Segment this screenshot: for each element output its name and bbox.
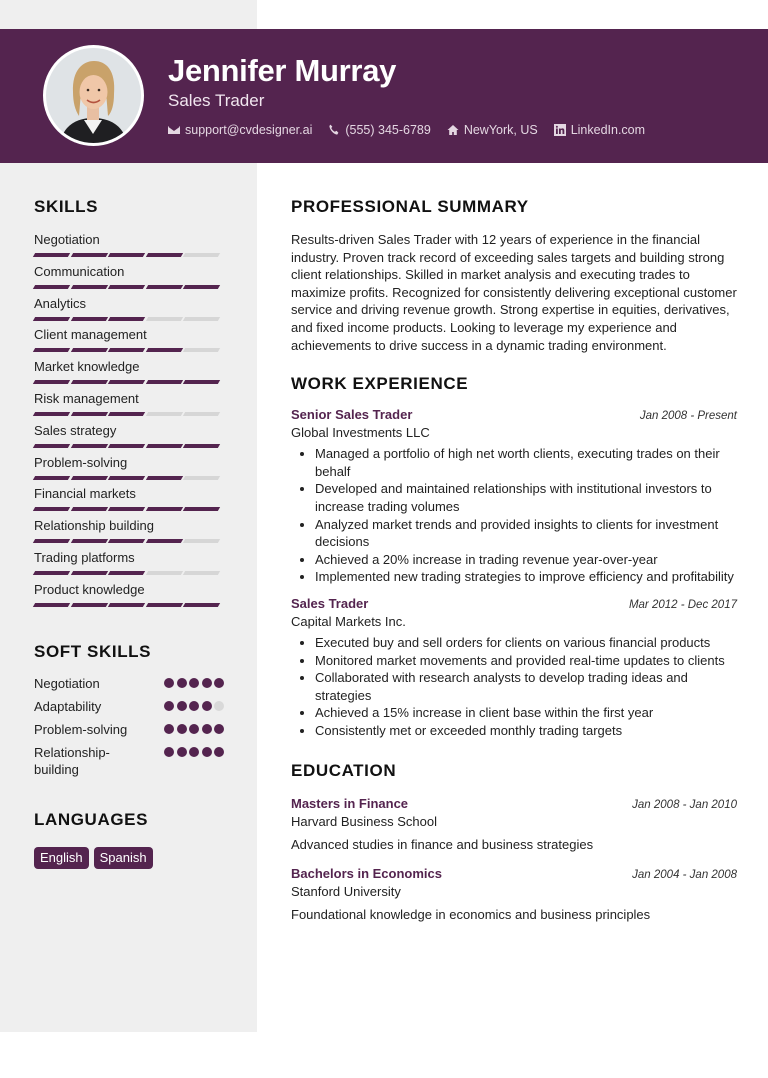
skill-item [34,391,224,423]
job-role: Senior Sales Trader [291,407,413,423]
skill-label: Client management [34,327,147,343]
soft-skill-rating [162,675,225,688]
skill-item [34,232,224,264]
rating-dot [177,724,187,734]
soft-skill-item [34,744,224,778]
rating-dot [164,678,174,688]
bullet-item: • Executed buy and sell orders for clients on various financial products [315,634,737,652]
skill-level-segment [145,380,182,384]
rating-dot [202,701,212,711]
education-heading: EDUCATION [291,761,397,781]
skill-level-segment [108,476,145,480]
language-badge: Spanish [94,847,153,869]
contact-phone[interactable] [328,123,430,137]
skill-item [34,486,224,518]
candidate-title: Sales Trader [168,91,265,110]
job-entry [291,407,737,586]
rating-dot [202,724,212,734]
skill-level-segment [183,380,220,384]
rating-dot [189,678,199,688]
education-description: Advanced studies in finance and business strategies [291,837,594,853]
skill-level-bar [34,317,224,321]
linkedin-icon [554,124,566,136]
rating-dot [177,747,187,757]
education-description: Foundational knowledge in economics and business principles [291,907,651,923]
bullet-item: • Analyzed market trends and provided insights to clients for investment decisions [315,516,737,551]
skill-level-segment [108,444,145,448]
contact-list [168,123,661,137]
skill-level-segment [145,348,182,352]
skill-level-segment [70,412,107,416]
summary-text: Results-driven Sales Trader with 12 years of experience in the financial industry. Proven track record of exceeding sales targets and building strong client relationships. Skilled in market analysis and executing trades to maximize profits. Recognized for consistently delivering exceptional customer service and driving revenue growth. Strong expertise in equities, derivatives, and fixed income products. Looking to leverage my experience and achievements to drive success in a dynamic trading environment. [291,232,737,353]
skill-label: Financial markets [34,486,136,502]
skill-level-segment [70,253,107,257]
degree-title: Bachelors in Economics [291,866,442,882]
skill-label: Communication [34,263,125,279]
skill-level-segment [33,444,70,448]
skill-level-segment [70,603,107,607]
job-bullets [291,634,737,740]
rating-dot [202,747,212,757]
rating-dot [189,724,199,734]
skill-level-segment [70,571,107,575]
skill-level-segment [183,539,220,543]
soft-skill-label: Problem-solving [34,722,128,737]
skill-level-segment [145,476,182,480]
rating-dot [214,724,224,734]
skill-level-segment [70,444,107,448]
skill-level-bar [34,253,224,257]
skill-level-segment [145,253,182,257]
bullet-item: • Implemented new trading strategies to improve efficiency and profitability [315,568,737,586]
contact-location[interactable] [447,123,538,137]
skill-level-segment [33,539,70,543]
rating-dot [214,747,224,757]
skill-item [34,455,224,487]
soft-skill-item [34,721,224,738]
skill-item [34,518,224,550]
skill-level-segment [145,412,182,416]
rating-dot [164,701,174,711]
skill-level-segment [33,476,70,480]
skill-item [34,582,224,614]
skill-item [34,550,224,582]
education-dates: Jan 2008 - Jan 2010 [632,799,737,812]
school-name: Harvard Business School [291,814,437,830]
job-dates: Jan 2008 - Present [639,410,737,423]
soft-skill-rating [162,698,225,711]
soft-skill-label: Adaptability [34,699,102,714]
skill-level-segment [145,444,182,448]
skills-list [34,232,224,614]
skill-level-segment [70,317,107,321]
skill-level-segment [70,507,107,511]
skill-level-segment [33,571,70,575]
soft-skills-heading: SOFT SKILLS [34,642,152,661]
summary-heading: PROFESSIONAL SUMMARY [291,197,529,216]
skill-level-segment [183,348,220,352]
skill-label: Trading platforms [34,549,135,565]
rating-dot [214,678,224,688]
contact-phone-text: (555) 345-6789 [345,123,431,137]
skill-level-segment [70,539,107,543]
skill-level-segment [183,571,220,575]
skill-level-segment [70,476,107,480]
skill-level-segment [108,348,145,352]
skill-level-segment [33,348,70,352]
skill-level-segment [33,285,70,289]
rating-dot [164,724,174,734]
candidate-name: Jennifer Murray [168,53,397,88]
job-company: Capital Markets Inc. [291,613,406,629]
education-entry [291,796,737,852]
soft-skill-label: Relationship-building [34,745,110,777]
bullet-item: • Achieved a 15% increase in client base within the first year [315,704,737,722]
avatar [43,45,144,146]
phone-icon [328,124,340,136]
skill-label: Product knowledge [34,581,145,597]
skill-label: Negotiation [34,232,100,247]
skill-level-segment [145,603,182,607]
skill-level-segment [108,507,145,511]
language-badge: English [34,847,89,869]
skill-level-segment [183,444,220,448]
rating-dot [189,747,199,757]
skill-level-bar [34,380,224,384]
skill-item [34,264,224,296]
skill-level-segment [108,571,145,575]
skill-level-segment [183,253,220,257]
bullet-item: • Collaborated with research analysts to develop trading ideas and strategies [315,669,737,704]
contact-email[interactable] [168,123,312,137]
skill-level-segment [145,539,182,543]
skill-level-segment [145,317,182,321]
home-icon [447,124,459,136]
skill-level-bar [34,444,224,448]
soft-skill-rating [162,721,225,734]
skill-label: Sales strategy [34,422,117,438]
rating-dot [214,701,224,711]
education-dates: Jan 2004 - Jan 2008 [632,869,737,882]
job-dates: Mar 2012 - Dec 2017 [628,598,737,611]
skill-level-bar [34,539,224,543]
bullet-item: • Managed a portfolio of high net worth clients, executing trades on their behalf [315,445,737,480]
skill-item [34,359,224,391]
skill-level-segment [145,285,182,289]
rating-dot [177,678,187,688]
skill-level-segment [70,380,107,384]
resume-header [0,29,768,163]
skill-level-segment [183,603,220,607]
skill-label: Relationship building [34,518,154,534]
skill-level-segment [70,285,107,289]
skill-level-segment [108,317,145,321]
job-bullets [291,445,737,586]
soft-skills-list [34,675,224,778]
skills-section [34,197,224,614]
skill-level-segment [33,380,70,384]
skill-level-segment [33,507,70,511]
skill-level-segment [33,412,70,416]
profile-photo [46,48,141,143]
skill-level-segment [145,571,182,575]
skill-label: Market knowledge [34,359,140,375]
skill-item [34,296,224,328]
soft-skills-section [34,642,224,784]
contact-email-text: support@cvdesigner.ai [185,123,313,137]
skill-label: Risk management [34,390,139,406]
language-list [34,847,234,869]
skill-level-segment [33,603,70,607]
contact-location-text: NewYork, US [463,123,538,137]
main-column [291,197,737,922]
soft-skill-rating [162,744,225,757]
skill-level-bar [34,412,224,416]
skill-item [34,327,224,359]
bullet-item: • Achieved a 20% increase in trading revenue year-over-year [315,551,737,569]
school-name: Stanford University [291,884,401,900]
soft-skill-item [34,675,224,692]
experience-heading: WORK EXPERIENCE [291,374,469,394]
skill-level-segment [145,507,182,511]
skill-level-segment [108,253,145,257]
skill-level-bar [34,603,224,607]
skill-level-segment [33,253,70,257]
soft-skill-label: Negotiation [34,676,100,691]
skill-level-segment [108,603,145,607]
envelope-icon [168,124,180,136]
contact-linkedin[interactable] [554,123,645,137]
bullet-item: • Monitored market movements and provided real-time updates to clients [315,652,737,670]
skill-level-bar [34,507,224,511]
bullet-item: • Developed and maintained relationships with institutional investors to increase trading volumes [315,480,737,515]
rating-dot [164,747,174,757]
skill-level-bar [34,348,224,352]
skill-level-bar [34,476,224,480]
skill-level-segment [183,285,220,289]
skill-label: Problem-solving [34,454,128,470]
skill-level-segment [183,412,220,416]
skill-level-segment [108,539,145,543]
skill-level-segment [108,380,145,384]
skill-level-segment [108,285,145,289]
skills-heading: SKILLS [34,197,99,216]
languages-heading: LANGUAGES [34,810,149,829]
skill-level-segment [108,412,145,416]
skill-level-segment [70,348,107,352]
job-role: Sales Trader [291,595,369,611]
skill-level-bar [34,285,224,289]
skill-label: Analytics [34,295,87,311]
skill-level-segment [183,317,220,321]
skill-item [34,423,224,455]
rating-dot [189,701,199,711]
job-company: Global Investments LLC [291,425,430,441]
skill-level-segment [183,476,220,480]
rating-dot [202,678,212,688]
soft-skill-item [34,698,224,715]
contact-linkedin-text: LinkedIn.com [570,123,646,137]
bullet-item: • Consistently met or exceeded monthly trading targets [315,722,737,740]
skill-level-segment [33,317,70,321]
rating-dot [177,701,187,711]
languages-section [34,810,234,869]
education-entry [291,866,737,922]
skill-level-segment [183,507,220,511]
degree-title: Masters in Finance [291,796,409,812]
skill-level-bar [34,571,224,575]
job-entry [291,596,737,740]
